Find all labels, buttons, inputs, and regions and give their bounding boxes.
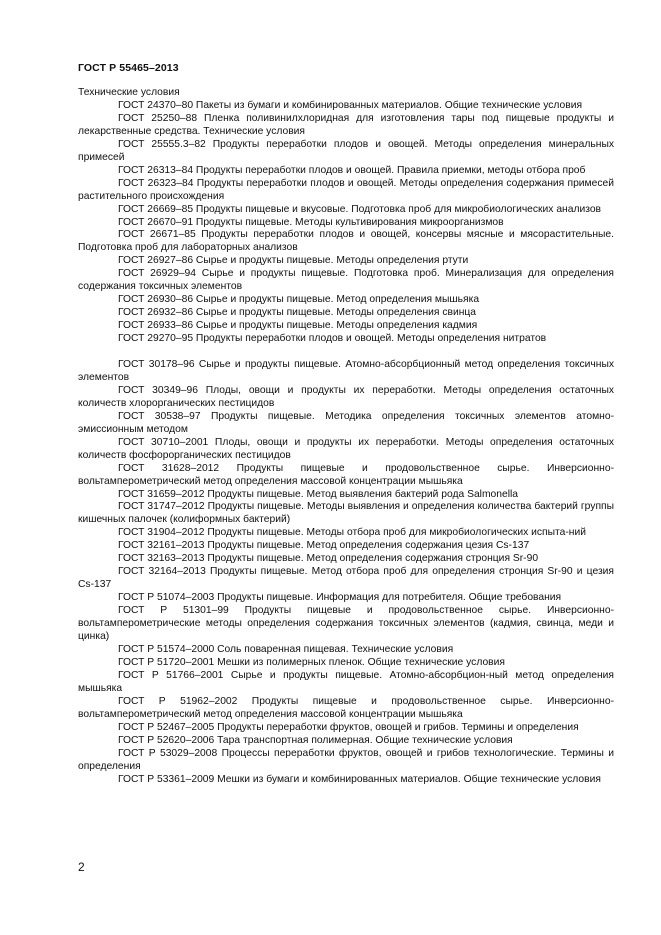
list-item: ГОСТ 26927–86 Сырье и продукты пищевые. Методы определения ртути: [118, 255, 469, 267]
list-item: ГОСТ 31659–2012 Продукты пищевые. Метод выявления бактерий рода Salmonella: [118, 488, 519, 500]
list-item: ГОСТ Р 51301–99 Продукты пищевые и продовольственное сырье. Инверсионно-вольтамперометрические методы определения содержания токсичных элементов (кадмия, свинца, меди и цинка): [78, 605, 614, 643]
list-item: ГОСТ Р 51574–2000 Соль поваренная пищевая. Технические условия: [118, 643, 454, 655]
list-item: ГОСТ 25555.3–82 Продукты переработки плодов и овощей. Методы определения минеральных примесей: [78, 138, 614, 163]
list-item: ГОСТ 30349–96 Плоды, овощи и продукты их переработки. Методы определения остаточных количеств хлорорганических пестицидов: [78, 384, 614, 409]
list-item: Технические условия: [78, 87, 180, 98]
list-item: ГОСТ 26929–94 Сырье и продукты пищевые. Подготовка проб. Минерализация для определения содержания токсичных элементов: [78, 268, 614, 293]
list-item: ГОСТ Р 51766–2001 Сырье и продукты пищевые. Атомно-абсорбцион-ный метод определения мышьяка: [78, 669, 614, 694]
list-item: ГОСТ 32161–2013 Продукты пищевые. Метод определения содержания цезия Cs-137: [118, 540, 530, 552]
list-item: ГОСТ 31628–2012 Продукты пищевые и продовольственное сырье. Инверсионно-вольтамперометрический метод определения массовой концентрации мышьяка: [78, 462, 614, 487]
list-item: ГОСТ Р 51962–2002 Продукты пищевые и продовольственное сырье. Инверсионно-вольтамперометрический метод определения массовой концентрации мышьяка: [78, 695, 614, 720]
list-item: ГОСТ 32163–2013 Продукты пищевые. Метод определения содержания стронция Sr-90: [118, 553, 539, 565]
list-item: ГОСТ Р 51720–2001 Мешки из полимерных пленок. Общие технические условия: [118, 656, 505, 668]
list-item: ГОСТ 30178–96 Сырье и продукты пищевые. Атомно-абсорбционный метод определения токсичных элементов: [78, 359, 614, 383]
list-item: ГОСТ Р 53361–2009 Мешки из бумаги и комбинированных материалов. Общие технические условия: [118, 773, 601, 785]
list-item: ГОСТ 32164–2013 Продукты пищевые. Метод отбора проб для определения стронция Sr-90 и цезия Cs-137: [78, 566, 614, 591]
list-item: ГОСТ 26930–86 Сырье и продукты пищевые. Метод определения мышьяка: [118, 294, 480, 306]
list-item: ГОСТ 26933–86 Сырье и продукты пищевые. Методы определения кадмия: [118, 320, 478, 332]
list-item: ГОСТ 25250–88 Пленка поливинилхлоридная для изготовления тары под пищевые продукты и лекарственные средства. Технические условия: [78, 112, 614, 137]
document-header: ГОСТ Р 55465–2013: [78, 62, 179, 74]
list-item: ГОСТ 26669–85 Продукты пищевые и вкусовые. Подготовка проб для микробиологических анализов: [118, 203, 602, 215]
list-item: ГОСТ 26932–86 Сырье и продукты пищевые. Методы определения свинца: [118, 307, 477, 319]
list-item: ГОСТ 26671–85 Продукты переработки плодов и овощей, консервы мясные и мясорастительные. Подготовка проб для лабораторных анализов: [78, 229, 614, 254]
list-item: ГОСТ 26323–84 Продукты переработки плодов и овощей. Методы определения содержания примесей растительного происхождения: [78, 177, 614, 202]
list-item: ГОСТ 26313–84 Продукты переработки плодов и овощей. Правила приемки, методы отбора проб: [118, 164, 586, 176]
list-item: ГОСТ 31904–2012 Продукты пищевые. Методы отбора проб для микробиологических испыта-ний: [118, 527, 586, 539]
list-item: ГОСТ Р 51074–2003 Продукты пищевые. Информация для потребителя. Общие требования: [118, 592, 562, 604]
page-number: 2: [78, 860, 85, 874]
list-item: ГОСТ 31747–2012 Продукты пищевые. Методы выявления и определения количества бактерий группы кишечных палочек (колиформных бактерий): [78, 501, 614, 526]
list-item: ГОСТ Р 52467–2005 Продукты переработки фруктов, овощей и грибов. Термины и определения: [118, 721, 579, 733]
list-item: ГОСТ 29270–95 Продукты переработки плодов и овощей. Методы определения нитратов: [118, 333, 547, 345]
paragraph-gap: [78, 346, 614, 359]
list-item: ГОСТ 30538–97 Продукты пищевые. Методика определения токсичных элементов атомно-эмиссионным методом: [78, 410, 614, 435]
list-item: ГОСТ 26670–91 Продукты пищевые. Методы культивирования микроорганизмов: [118, 216, 504, 228]
list-item: ГОСТ Р 52620–2006 Тара транспортная полимерная. Общие технические условия: [118, 734, 513, 746]
list-item: ГОСТ 30710–2001 Плоды, овощи и продукты их переработки. Методы определения остаточных количеств фосфорорганических пестицидов: [78, 436, 614, 461]
list-item: ГОСТ 24370–80 Пакеты из бумаги и комбинированных материалов. Общие технические условия: [118, 99, 583, 111]
list-item: ГОСТ Р 53029–2008 Процессы переработки фруктов, овощей и грибов технологические. Термины и определения: [78, 747, 614, 772]
normative-references-list: [78, 87, 614, 786]
